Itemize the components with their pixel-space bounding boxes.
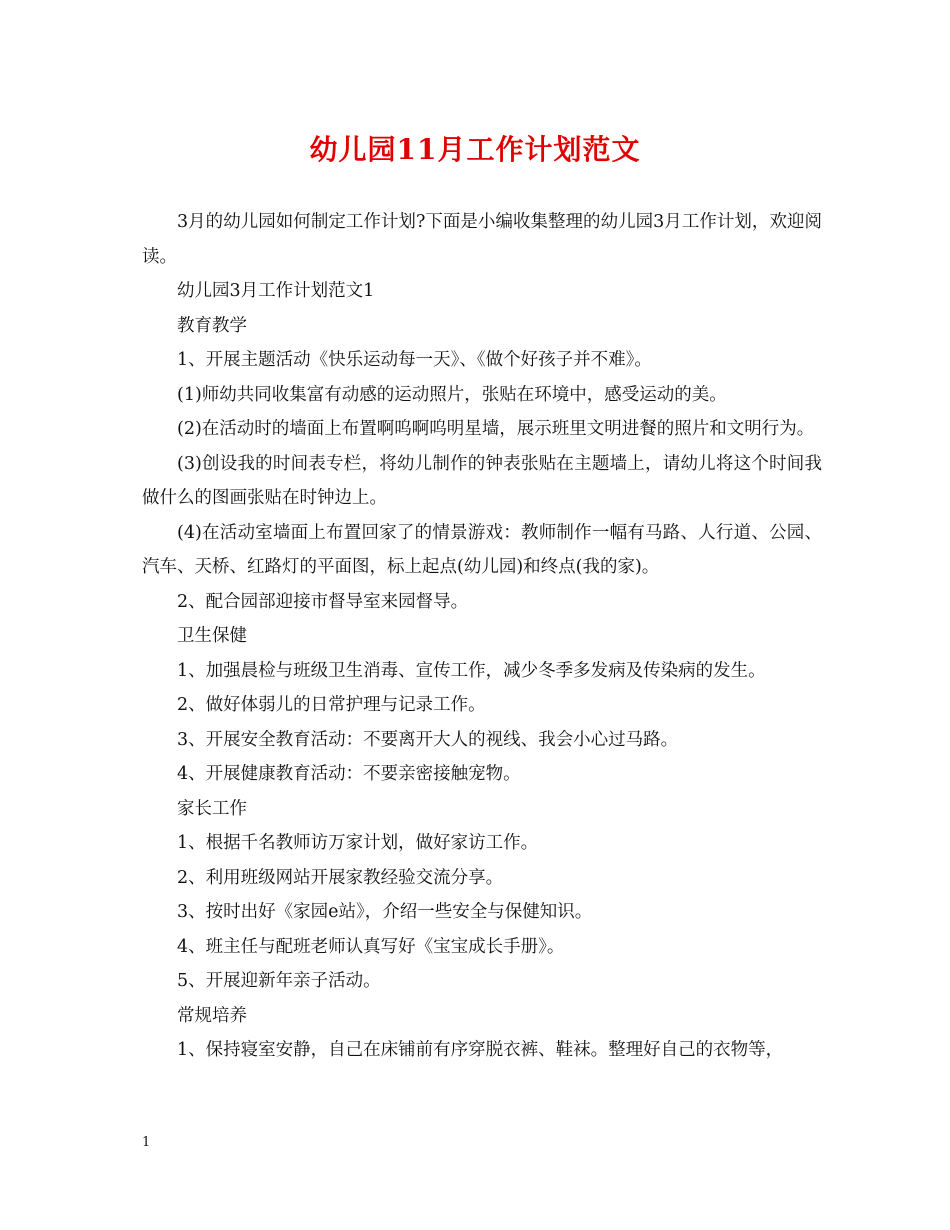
paragraph: 1、根据千名教师访万家计划，做好家访工作。: [177, 833, 539, 853]
paragraph: 3月的幼儿园如何制定工作计划?下面是小编收集整理的幼儿园3月工作计划，欢迎阅读。: [142, 212, 822, 267]
paragraph: 卫生保健: [177, 626, 247, 646]
document-title: 幼儿园11月工作计划范文: [309, 133, 641, 166]
paragraph: 教育教学: [177, 315, 247, 336]
paragraph: 2、配合园部迎接市督导室来园督导。: [177, 591, 469, 612]
paragraph: 1、加强晨检与班级卫生消毒、宣传工作，减少冬季多发病及传染病的发生。: [177, 660, 766, 681]
page-number: 1: [142, 1135, 151, 1150]
paragraph: 常规培养: [177, 1005, 247, 1026]
paragraph: (3)创设我的时间表专栏，将幼儿制作的钟表张贴在主题墙上，请幼儿将这个时间我做什么的图画张贴在时钟边上。: [142, 453, 822, 508]
paragraph: 家长工作: [177, 798, 247, 819]
paragraph: 1、保持寝室安静，自己在床铺前有序穿脱衣裤、鞋袜。整理好自己的衣物等，: [177, 1040, 784, 1060]
paragraph: 3、按时出好《家园e站》，介绍一些安全与保健知识。: [177, 902, 593, 922]
paragraph: 3、开展安全教育活动：不要离开大人的视线、我会小心过马路。: [177, 729, 679, 750]
paragraph: 5、开展迎新年亲子活动。: [177, 971, 381, 991]
paragraph: 幼儿园3月工作计划范文1: [177, 281, 375, 301]
paragraph: 2、利用班级网站开展家教经验交流分享。: [177, 867, 504, 888]
paragraph: 4、开展健康教育活动：不要亲密接触宠物。: [177, 764, 521, 784]
paragraph: 4、班主任与配班老师认真写好《宝宝成长手册》。: [177, 936, 565, 957]
paragraph: (4)在活动室墙面上布置回家了的情景游戏：教师制作一幅有马路、人行道、公园、汽车、天桥、红路灯的平面图，标上起点(幼儿园)和终点(我的家)。: [142, 522, 822, 577]
document-body: [142, 205, 822, 1068]
paragraph: (1)师幼共同收集富有动感的运动照片，张贴在环境中，感受运动的美。: [177, 384, 727, 405]
paragraph: 1、开展主题活动《快乐运动每一天》、《做个好孩子并不难》。: [177, 350, 652, 370]
paragraph: (2)在活动时的墙面上布置啊呜啊呜明星墙，展示班里文明进餐的照片和文明行为。: [177, 419, 815, 439]
paragraph: 2、做好体弱儿的日常护理与记录工作。: [177, 695, 486, 715]
